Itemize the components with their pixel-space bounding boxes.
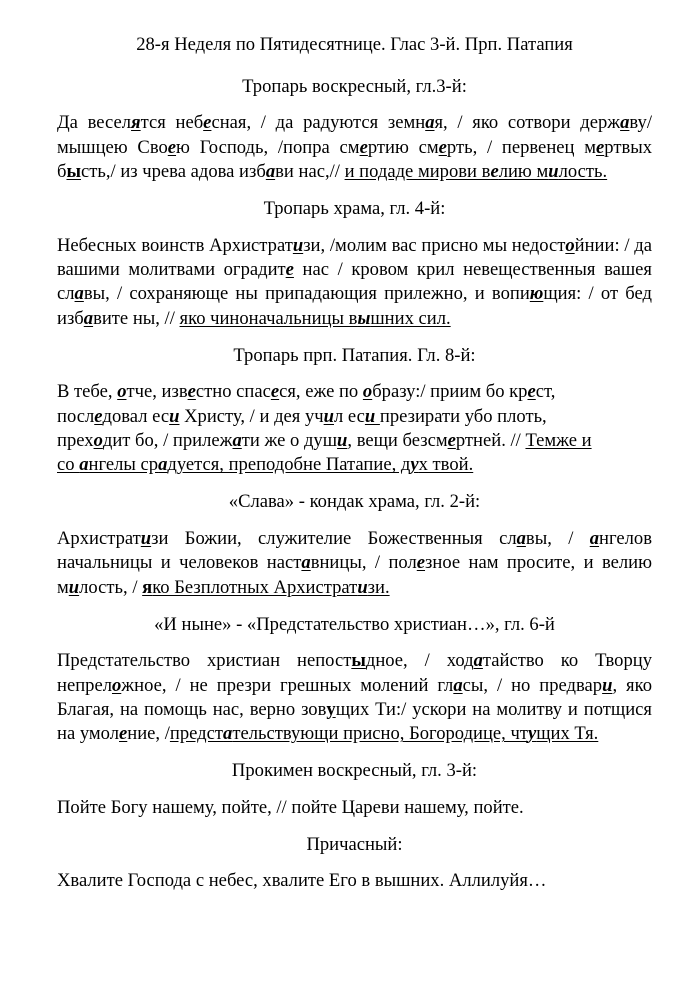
text-run: тче, изв [126,381,188,403]
text-run: Да весел [57,112,132,134]
text-run: ртвых б [57,136,653,183]
text-run: зи Божии, служителие Божественныя сл [151,527,517,549]
text-run: ви нас,// [275,161,345,183]
section-heading: Причасный: [306,833,403,855]
stressed-letter: а [83,307,94,329]
text-run: довал ес [102,405,170,427]
text-run: вы, / [525,527,590,549]
stressed-letter: и [364,405,380,427]
text-run: ю Господь, /попра см [176,136,360,158]
text-run: ст, [535,381,556,403]
text-run: жное, / не презри грешных молений гл [121,674,454,696]
section-text [57,649,652,747]
stressed-letter: а [223,723,233,745]
text-run: Небесных воинств Архистрат [57,234,293,256]
stressed-letter: и [68,576,80,598]
underlined-text: дуется, преподобне Патапие, д [167,454,411,476]
document-page [57,33,652,906]
section-troparion-patapius [57,344,652,478]
text-run: Предстательство христиан непост [57,650,352,672]
text-run: посл [57,405,95,427]
stressed-letter: е [285,259,294,281]
text-line [57,380,652,404]
text-run: рть, / первенец м [446,136,596,158]
section-kontakion-glory [57,490,652,600]
text-line [57,429,652,453]
section-heading: «Слава» - кондак храма, гл. 2-й: [228,491,481,513]
stressed-letter: е [270,381,280,403]
underlined-text: зи. [367,576,390,598]
stressed-letter: а [516,527,526,549]
stressed-letter: е [187,381,196,403]
text-run: Пойте Богу нашему, пойте, // пойте Цареви нашему, пойте. [57,796,524,818]
underlined-text: лию м [498,161,549,183]
text-run: презирати убо плоть, [379,405,547,427]
text-run: я, / яко сотвори держ [434,112,621,134]
section-text [57,234,652,332]
stressed-letter: и [357,576,368,598]
text-run: дит бо, / прилеж [102,430,233,452]
section-troparion-sunday [57,75,652,185]
section-text [57,380,652,478]
underlined-text: лость. [558,161,608,183]
underlined-text: щих Тя. [536,723,599,745]
text-run: йнии: / да вашими молитвами оградит [57,234,652,281]
stressed-letter: а [74,283,84,305]
text-run: , яко Благая, на помощь нас, верно зов [57,674,652,720]
stressed-letter: ы [351,650,366,672]
section-heading: Тропарь храма, гл. 4-й: [263,198,446,220]
stressed-letter: ю [529,283,544,305]
stressed-letter: о [93,430,103,452]
text-run: нас / кровом крил невещественныя вашея сл [57,259,652,305]
stressed-letter: а [79,454,89,476]
stressed-letter: а [620,112,630,134]
stressed-letter: а [589,527,600,549]
stressed-letter: а [425,112,435,134]
text-run: тайство ко Творцу непрел [57,650,653,696]
stressed-letter: а [473,650,483,672]
section-troparion-temple [57,197,652,331]
text-run: сы, / но предвар [462,674,603,696]
stressed-letter: о [111,674,122,696]
section-heading: Тропарь прп. Патапия. Гл. 8-й: [233,344,476,366]
text-run: вы, / сохраняюще ны припадающия прилежно, и вопи [83,283,530,305]
section-text [57,527,652,600]
stressed-letter: у [326,698,336,720]
text-run: вите ны, // [93,307,180,329]
section-heading: «И ныне» - «Предстательство христиан…», гл. 6-й [154,613,555,635]
text-run: щих Ти:/ ускори на молитву и потщися на умол [57,698,652,745]
text-run: ние, / [127,723,170,745]
underlined-text: шних сил. [370,307,451,329]
stressed-letter: е [447,430,456,452]
text-run: тся неб [140,112,204,134]
text-run: нгелов начальницы и человеков наст [57,527,652,574]
document-title: 28-я Неделя по Пятидесятнице. Глас 3-й. Прп. Патапия [136,34,573,55]
underlined-text: нгелы ср [88,454,159,476]
stressed-letter: и [337,430,348,452]
stressed-letter: а [158,454,168,476]
text-line [57,405,652,429]
text-run: зное нам просите, и велию м [57,552,652,598]
stressed-letter: и [169,405,180,427]
stressed-letter: я [142,576,153,598]
section-heading: Прокимен воскресный, гл. 3-й: [231,760,478,782]
text-run: В тебе, [57,381,118,403]
text-run: бразу:/ приим бо кр [372,381,528,403]
text-run: , вещи безсм [347,430,448,452]
text-run: ти же о душ [241,430,338,452]
underlined-text: х твой. [418,454,474,476]
stressed-letter: ы [357,307,371,329]
stressed-letter: у [410,454,419,476]
underlined-text: Темже и [525,430,592,452]
underlined-text: предст [169,723,224,745]
stressed-letter: и [323,405,334,427]
stressed-letter: е [416,552,426,574]
stressed-letter: я [131,112,141,134]
stressed-letter: и [292,234,304,256]
underlined-text: ко Безплотных Архистрат [152,576,358,598]
stressed-letter: а [453,674,463,696]
text-run: ву/ мышцею Сво [57,112,652,158]
stressed-letter: е [438,136,447,158]
text-run: Христу, / и дея уч [179,405,324,427]
section-heading: Тропарь воскресный, гл.3-й: [242,76,467,97]
stressed-letter: е [203,112,212,134]
underlined-text: тельствующи присно, Богородице, чт [232,723,528,745]
text-run: ся, еже по [279,381,363,403]
text-run: прех [57,430,94,452]
stressed-letter: е [94,405,103,427]
stressed-letter: о [565,234,575,256]
stressed-letter: о [362,381,373,403]
stressed-letter: е [596,136,605,158]
section-text [57,111,652,184]
text-run: лость, / [79,576,143,598]
stressed-letter: а [232,430,242,452]
text-run: стно спас [195,381,271,403]
text-run: Хвалите Господа с небес, хвалите Его в вышних. Аллилуйя… [57,870,547,892]
text-run: щия: / от бед изб [57,283,652,329]
stressed-letter: е [490,161,499,183]
text-run: дное, / ход [365,650,474,672]
section-theotokion-and-now [57,613,652,747]
stressed-letter: и [602,674,613,696]
sections-container [57,75,652,894]
text-run: вницы, / пол [310,552,417,574]
stressed-letter: и [140,527,152,549]
underlined-text: яко чиноначальницы в [179,307,358,329]
text-run: Архистрат [57,527,141,549]
stressed-letter: е [527,381,536,403]
section-text [57,796,652,820]
text-run: зи, /молим вас присно мы недост [303,234,566,256]
text-run: ртию см [367,136,439,158]
text-line [57,453,652,477]
underlined-text: и подаде мирови в [344,161,491,183]
stressed-letter: е [167,136,177,158]
section-text [57,869,652,893]
section-prokeimenon [57,759,652,820]
text-run: ртней. // [455,430,526,452]
text-run: сная, / да радуются земн [211,112,426,134]
stressed-letter: е [119,723,128,745]
text-run: л ес [333,405,365,427]
section-communion-hymn [57,833,652,894]
stressed-letter: а [301,552,311,574]
underlined-text: со [57,454,80,476]
stressed-letter: о [117,381,127,403]
stressed-letter: ы [66,161,81,183]
stressed-letter: е [359,136,368,158]
stressed-letter: а [265,161,276,183]
stressed-letter: у [527,723,537,745]
text-run: сть,/ из чрева адова изб [81,161,266,183]
stressed-letter: и [548,161,559,183]
